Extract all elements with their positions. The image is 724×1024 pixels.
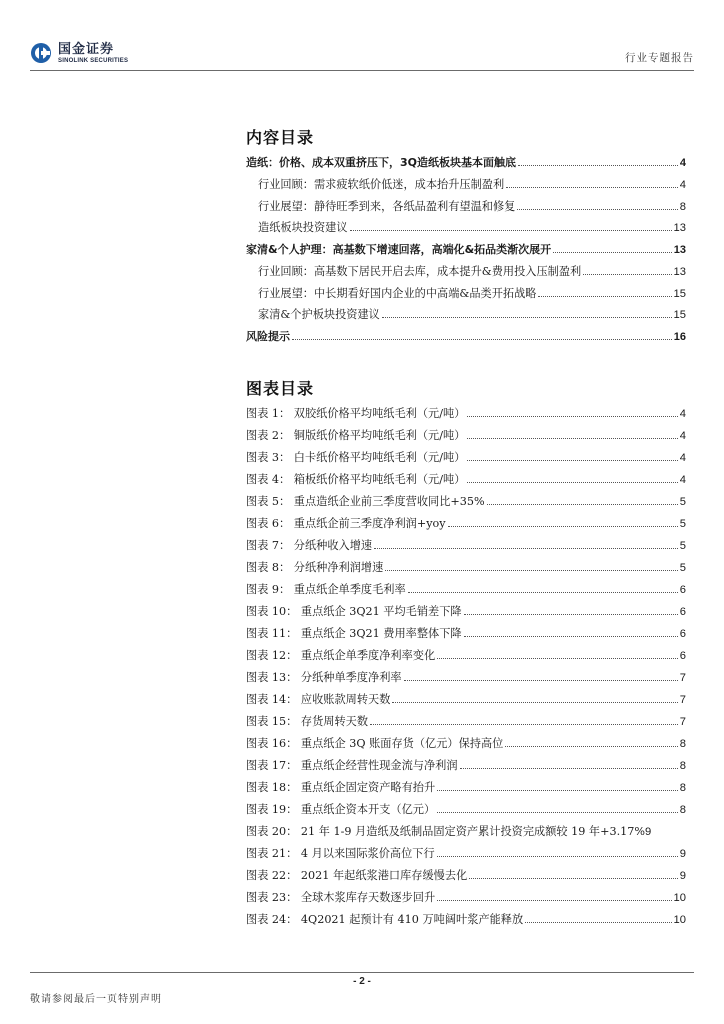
- figure-entry-page: 8: [679, 782, 686, 794]
- toc-entry-page: 15: [673, 309, 686, 321]
- toc-entry-page: 13: [673, 266, 686, 278]
- page-header: [30, 38, 694, 72]
- logo-english-name: SINOLINK SECURITIES: [58, 57, 129, 64]
- figure-entry[interactable]: [246, 647, 686, 667]
- toc-entry-page: 13: [673, 244, 686, 256]
- toc-entry[interactable]: [258, 176, 686, 196]
- figure-entry-text: 图表 14： 应收账款周转天数: [246, 693, 391, 706]
- leader-dots: [404, 680, 678, 681]
- figure-entry-text: 图表 22： 2021 年起纸浆港口库存缓慢去化: [246, 869, 468, 882]
- figure-entry-text: 图表 13： 分纸种单季度净利率: [246, 671, 402, 684]
- figure-entry-page: 6: [679, 650, 686, 662]
- figure-entry-text: 图表 17： 重点纸企经营性现金流与净利润: [246, 759, 458, 772]
- figure-entry-text: 图表 15： 存货周转天数: [246, 715, 369, 728]
- toc-entry[interactable]: [258, 285, 686, 305]
- figure-entry-page: 8: [679, 804, 686, 816]
- figure-entry[interactable]: [246, 449, 686, 469]
- toc-entry-page: 4: [679, 179, 686, 191]
- leader-dots: [553, 252, 672, 253]
- page-number: - 2 -: [353, 976, 371, 987]
- figure-entry-text: 图表 5： 重点造纸企业前三季度营收同比+35%: [246, 495, 485, 508]
- report-type-label: 行业专题报告: [625, 52, 694, 64]
- toc-entry-text: 风险提示: [246, 330, 290, 343]
- toc-entry[interactable]: [246, 328, 686, 348]
- leader-dots: [506, 187, 678, 188]
- figure-entry-text: 图表 10： 重点纸企 3Q21 平均毛销差下降: [246, 605, 462, 618]
- figure-entry[interactable]: [246, 427, 686, 447]
- figure-entry-page: 5: [679, 496, 686, 508]
- leader-dots: [538, 296, 671, 297]
- toc-entry-text: 造纸：价格、成本双重挤压下，3Q造纸板块基本面触底: [246, 156, 517, 169]
- figure-entry-text: 图表 7： 分纸种收入增速: [246, 539, 373, 552]
- footer-divider: [30, 972, 694, 973]
- sinolink-logo-icon: [30, 42, 52, 64]
- leader-dots: [437, 658, 678, 659]
- toc-entry-page: 8: [679, 201, 686, 213]
- logo-chinese-name: 国金证券: [58, 41, 115, 57]
- figure-entry-page: 7: [679, 672, 686, 684]
- figure-entry[interactable]: [246, 801, 686, 821]
- leader-dots: [464, 636, 678, 637]
- header-divider: [30, 70, 694, 71]
- toc-entry-page: 15: [673, 288, 686, 300]
- leader-dots: [467, 482, 677, 483]
- leader-dots: [448, 526, 678, 527]
- figure-entry-text: 图表 8： 分纸种净利润增速: [246, 561, 384, 574]
- toc-entry-text: 行业展望：静待旺季到来，各纸品盈利有望温和修复: [258, 200, 516, 213]
- leader-dots: [437, 790, 678, 791]
- leader-dots: [505, 746, 677, 747]
- toc-entry-text: 造纸板块投资建议: [258, 221, 348, 234]
- figure-entry[interactable]: [246, 603, 686, 623]
- figure-entry[interactable]: [246, 581, 686, 601]
- figure-entry[interactable]: [246, 757, 686, 777]
- figure-entry[interactable]: [246, 735, 686, 755]
- toc-entry-page: 16: [673, 331, 686, 343]
- figure-list-heading: 图表目录: [246, 379, 315, 398]
- leader-dots: [460, 768, 678, 769]
- leader-dots: [382, 317, 672, 318]
- leader-dots: [469, 878, 678, 879]
- figure-entry[interactable]: [246, 515, 686, 535]
- figure-entry-page: 10: [673, 914, 686, 926]
- toc-heading: 内容目录: [246, 128, 315, 147]
- figure-entry-text: 图表 18： 重点纸企固定资产略有抬升: [246, 781, 436, 794]
- figure-entry-page: 6: [679, 628, 686, 640]
- figure-entry-text: 图表 19： 重点纸企资本开支（亿元）: [246, 803, 436, 816]
- leader-dots: [467, 416, 677, 417]
- company-logo: [30, 38, 128, 68]
- figure-entry[interactable]: [246, 405, 686, 425]
- leader-dots: [385, 570, 677, 571]
- leader-dots: [292, 339, 672, 340]
- figure-entry-text: 图表 24： 4Q2021 起预计有 410 万吨阔叶浆产能释放: [246, 913, 524, 926]
- figure-entry[interactable]: [246, 911, 686, 931]
- figure-entry[interactable]: [246, 691, 686, 711]
- figure-entry-page: 4: [679, 474, 686, 486]
- figure-entry[interactable]: [246, 537, 686, 557]
- figure-entry-text: 图表 9： 重点纸企单季度毛利率: [246, 583, 406, 596]
- figure-entry-page: 8: [679, 760, 686, 772]
- figure-entry[interactable]: [246, 559, 686, 579]
- leader-dots: [464, 614, 678, 615]
- figure-entry-page: 5: [679, 540, 686, 552]
- figure-entry[interactable]: [246, 779, 686, 799]
- leader-dots: [350, 230, 672, 231]
- leader-dots: [437, 856, 678, 857]
- figure-entry[interactable]: [246, 471, 686, 491]
- leader-dots: [467, 438, 677, 439]
- leader-dots: [408, 592, 678, 593]
- leader-dots: [437, 812, 678, 813]
- toc-entry[interactable]: [258, 306, 686, 326]
- figure-entry-page: 4: [679, 408, 686, 420]
- figure-entry-page: 8: [679, 738, 686, 750]
- figure-entry-text: 图表 20： 21 年 1-9 月造纸及纸制品固定资产累计投资完成额较 19 年+3.17%: [246, 825, 646, 838]
- toc-entry-text: 行业回顾：高基数下居民开启去库，成本提升&费用投入压制盈利: [258, 265, 582, 278]
- figure-entry-page: 6: [679, 606, 686, 618]
- figure-entry[interactable]: [246, 669, 686, 689]
- figure-entry-text: 图表 4： 箱板纸价格平均吨纸毛利（元/吨）: [246, 473, 466, 486]
- figure-entry-text: 图表 16： 重点纸企 3Q 账面存货（亿元）保持高位: [246, 737, 504, 750]
- toc-entry-text: 行业展望：中长期看好国内企业的中高端&品类开拓战略: [258, 287, 537, 300]
- figure-entry-text: 图表 12： 重点纸企单季度净利率变化: [246, 649, 436, 662]
- toc-entry-page: 4: [679, 157, 686, 169]
- toc-entry-text: 行业回顾：需求疲软纸价低迷，成本抬升压制盈利: [258, 178, 505, 191]
- figure-entry-text: 图表 1： 双胶纸价格平均吨纸毛利（元/吨）: [246, 407, 466, 420]
- figure-entry-page: 4: [679, 430, 686, 442]
- leader-dots: [525, 922, 671, 923]
- figure-entry[interactable]: [246, 867, 686, 887]
- figure-entry-page: 9: [679, 870, 686, 882]
- figure-entry-text: 图表 21： 4 月以来国际浆价高位下行: [246, 847, 435, 860]
- leader-dots: [518, 165, 678, 166]
- figure-entry-text: 图表 3： 白卡纸价格平均吨纸毛利（元/吨）: [246, 451, 466, 464]
- toc-entry[interactable]: [246, 241, 686, 261]
- leader-dots: [437, 900, 671, 901]
- toc-entry[interactable]: [258, 263, 686, 283]
- figure-entry-page: 4: [679, 452, 686, 464]
- figure-entry-page: 10: [673, 892, 686, 904]
- figure-entry-text: 图表 23： 全球木浆库存天数逐步回升: [246, 891, 436, 904]
- figure-entry[interactable]: [246, 493, 686, 513]
- leader-dots: [374, 548, 678, 549]
- figure-entry-page: 9: [679, 848, 686, 860]
- leader-dots: [370, 724, 678, 725]
- figure-entry[interactable]: [246, 845, 686, 865]
- figure-entry-text: 图表 6： 重点纸企前三季度净利润+yoy: [246, 517, 446, 530]
- figure-entry[interactable]: [246, 625, 686, 645]
- leader-dots: [487, 504, 678, 505]
- leader-dots: [392, 702, 677, 703]
- figure-entry[interactable]: [246, 889, 686, 909]
- leader-dots: [467, 460, 677, 461]
- leader-dots: [583, 274, 671, 275]
- figure-entry-text: 图表 2： 铜版纸价格平均吨纸毛利（元/吨）: [246, 429, 466, 442]
- toc-entry[interactable]: [258, 219, 686, 239]
- figure-entry-page: 7: [679, 716, 686, 728]
- toc-entry-page: 13: [673, 222, 686, 234]
- figure-entry-page: 5: [679, 562, 686, 574]
- toc-entry-text: 家清&个护板块投资建议: [258, 308, 380, 321]
- leader-dots: [517, 209, 677, 210]
- figure-entry-page: 5: [679, 518, 686, 530]
- figure-entry-page: 7: [679, 694, 686, 706]
- figure-entry-page: 9: [645, 826, 652, 838]
- figure-entry-text: 图表 11： 重点纸企 3Q21 费用率整体下降: [246, 627, 462, 640]
- figure-entry-page: 6: [679, 584, 686, 596]
- toc-entry[interactable]: [246, 154, 686, 174]
- figure-entry[interactable]: [246, 713, 686, 733]
- toc-entry[interactable]: [258, 198, 686, 218]
- toc-entry-text: 家清&个人护理：高基数下增速回落，高端化&拓品类渐次展开: [246, 243, 552, 256]
- figure-entry[interactable]: [246, 823, 686, 843]
- disclaimer-note: 敬请参阅最后一页特别声明: [30, 994, 162, 1005]
